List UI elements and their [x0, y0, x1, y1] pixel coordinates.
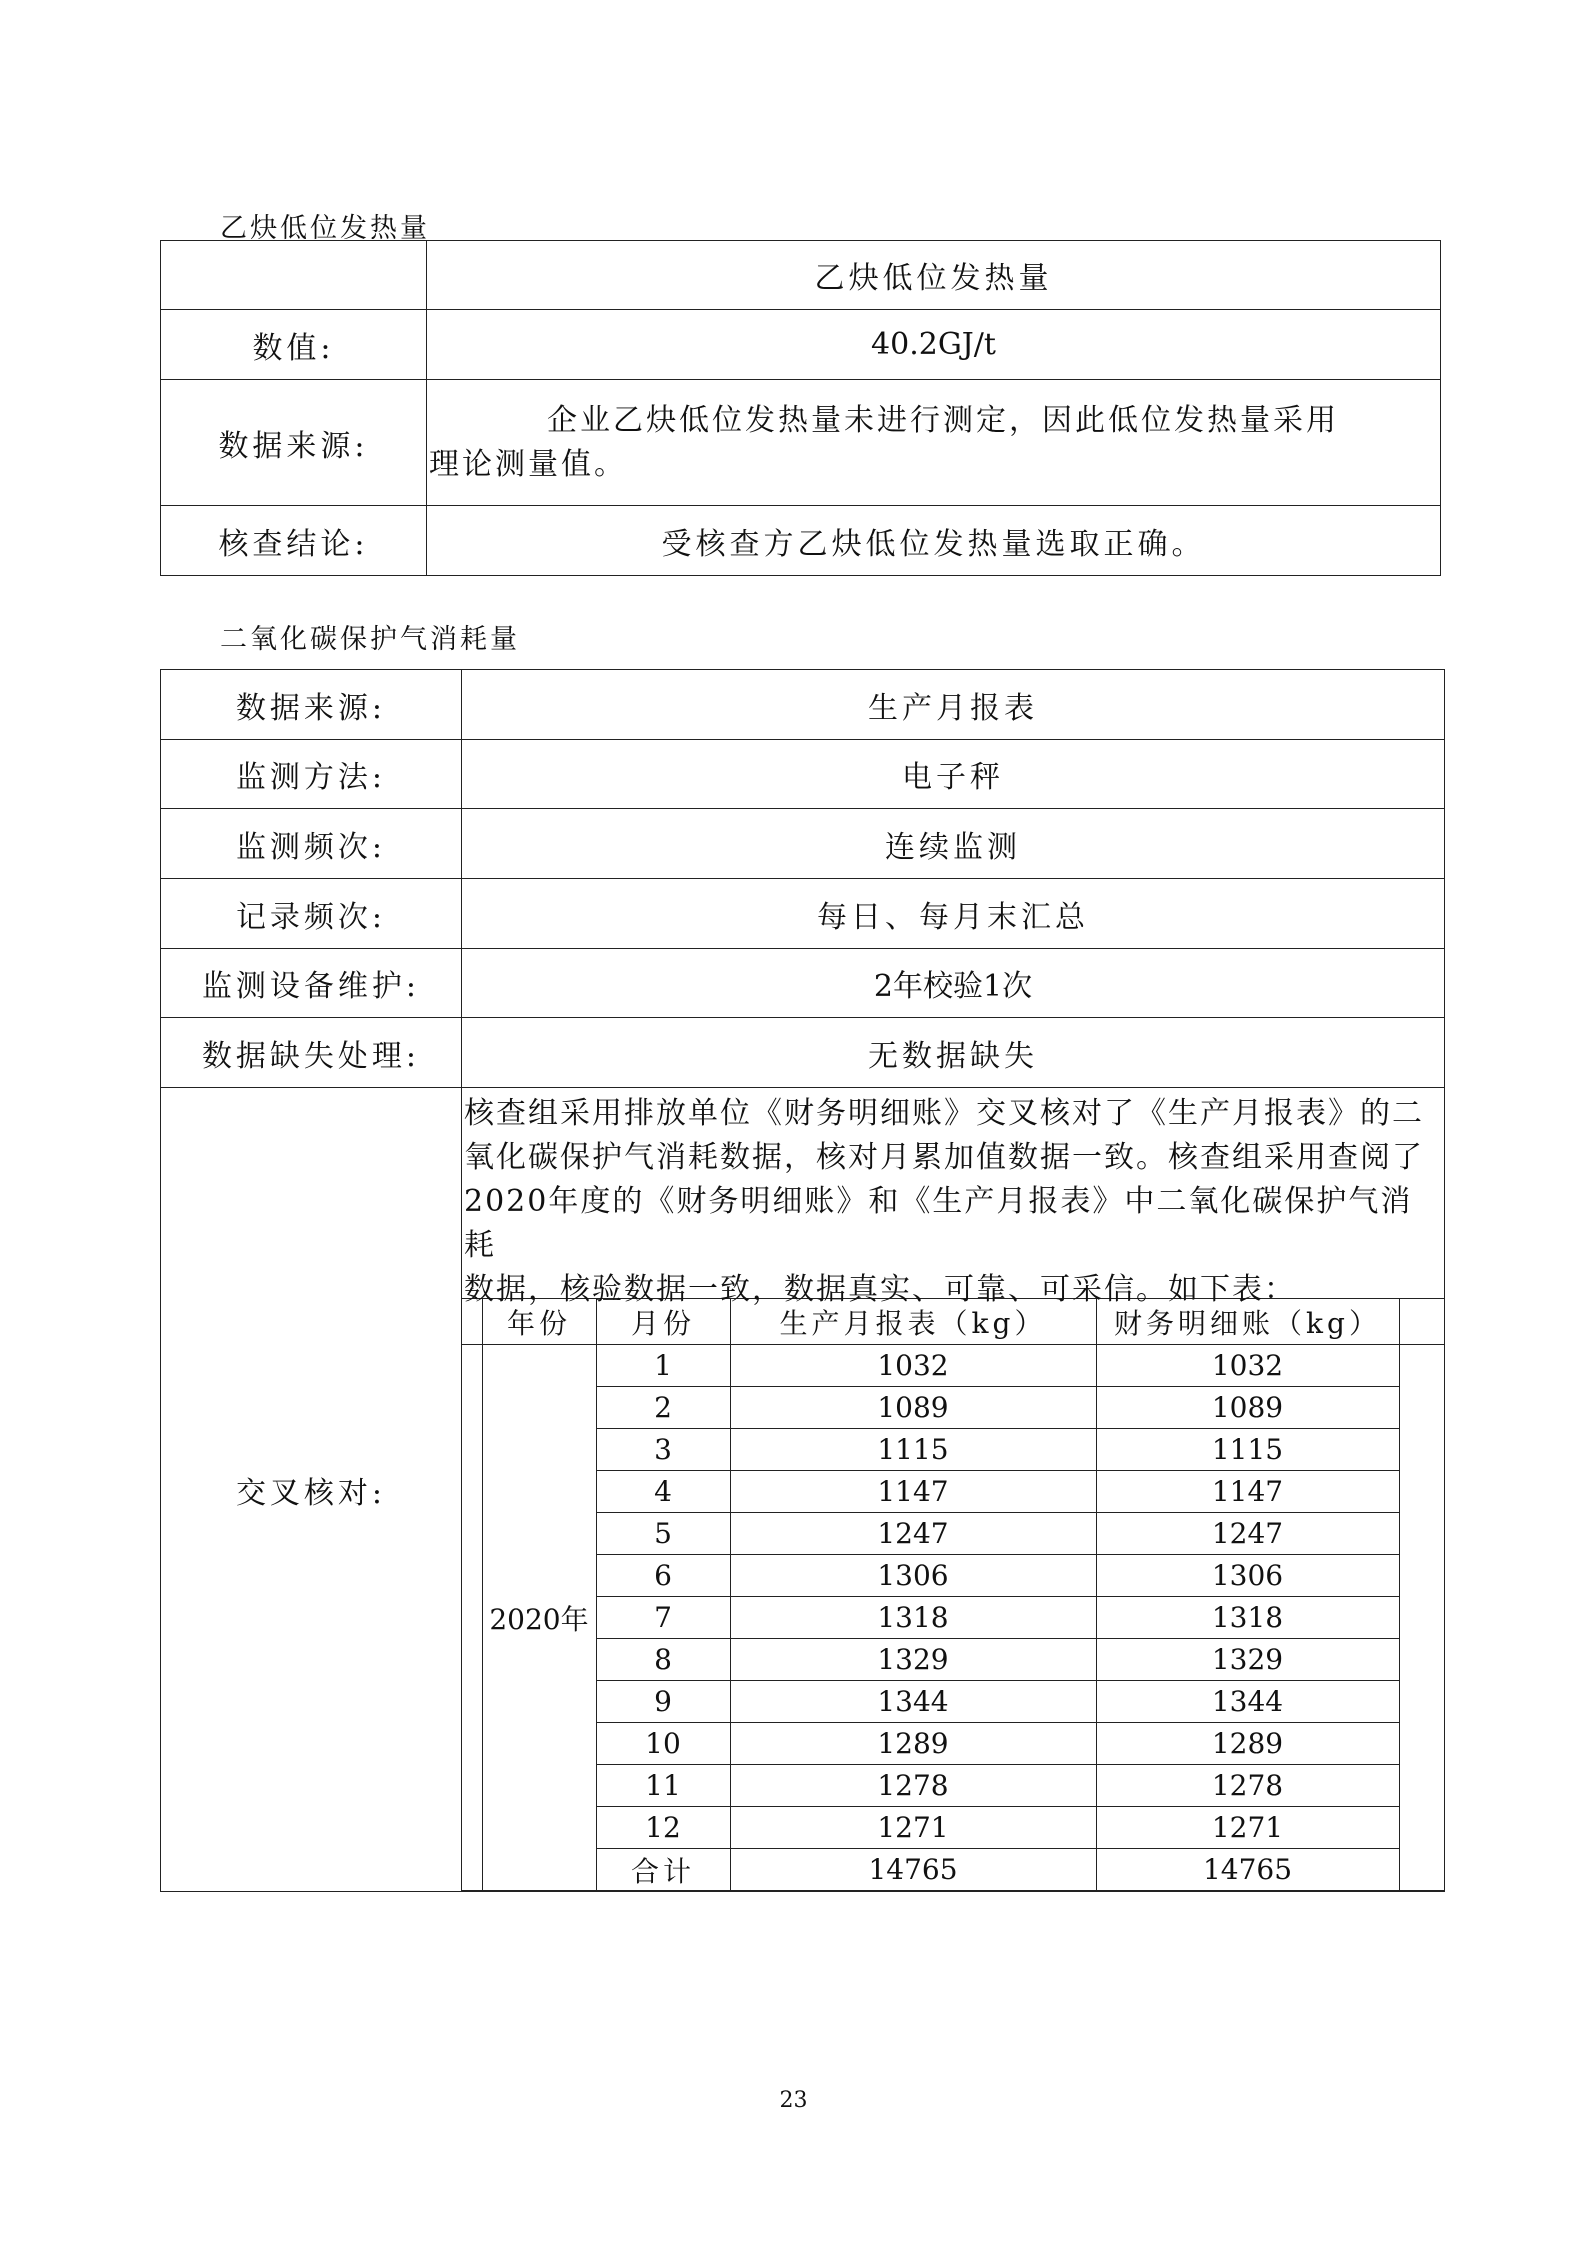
report-cell: 1278 [730, 1765, 1096, 1807]
report-cell: 1147 [730, 1471, 1096, 1513]
lhv-value: 40.2GJ/t [427, 310, 1441, 380]
row-label: 数值: [161, 310, 427, 380]
table-row [161, 1018, 1445, 1088]
ledger-cell: 1032 [1096, 1345, 1399, 1387]
total-ledger: 14765 [1096, 1849, 1399, 1891]
paragraph-line: 2020年度的《财务明细账》和《生产月报表》中二氧化碳保护气消耗 [464, 1184, 1413, 1263]
row-label: 核查结论: [161, 506, 427, 576]
total-row [462, 1849, 1445, 1891]
row-value: 连续监测 [462, 809, 1445, 879]
table-row [462, 1597, 1445, 1639]
ledger-cell: 1089 [1096, 1387, 1399, 1429]
paragraph-line: 数据，核验数据一致，数据真实、可靠、可采信。如下表： [464, 1272, 1296, 1307]
table-row [161, 740, 1445, 809]
header-year: 年份 [482, 1299, 596, 1345]
month-cell: 7 [596, 1597, 730, 1639]
month-cell: 8 [596, 1639, 730, 1681]
table-row [462, 1513, 1445, 1555]
data-source-line: 理论测量值。 [429, 446, 627, 482]
table-row [161, 670, 1445, 740]
month-cell: 9 [596, 1681, 730, 1723]
table-row [462, 1681, 1445, 1723]
month-cell: 5 [596, 1513, 730, 1555]
row-value: 2年校验1次 [462, 949, 1445, 1018]
table-row [161, 241, 1441, 310]
conclusion-value: 受核查方乙炔低位发热量选取正确。 [427, 506, 1441, 576]
row-value: 每日、每月末汇总 [462, 879, 1445, 949]
month-cell: 2 [596, 1387, 730, 1429]
ledger-cell: 1147 [1096, 1471, 1399, 1513]
table-row [161, 310, 1441, 380]
table-row [161, 1088, 1445, 1892]
ledger-cell: 1115 [1096, 1429, 1399, 1471]
ledger-cell: 1329 [1096, 1639, 1399, 1681]
ledger-cell: 1318 [1096, 1597, 1399, 1639]
table-row [462, 1387, 1445, 1429]
month-cell: 4 [596, 1471, 730, 1513]
row-value: 生产月报表 [462, 670, 1445, 740]
report-cell: 1289 [730, 1723, 1096, 1765]
ledger-cell: 1306 [1096, 1555, 1399, 1597]
month-cell: 12 [596, 1807, 730, 1849]
year-cell: 2020年 [482, 1345, 596, 1891]
table-row [462, 1471, 1445, 1513]
paragraph-line: 氧化碳保护气消耗数据，核对月累加值数据一致。核查组采用查阅了 [464, 1140, 1424, 1175]
ledger-cell: 1344 [1096, 1681, 1399, 1723]
total-report: 14765 [730, 1849, 1096, 1891]
ledger-cell: 1271 [1096, 1807, 1399, 1849]
data-source-line: 企业乙炔低位发热量未进行测定，因此低位发热量采用 [547, 402, 1339, 438]
month-cell: 6 [596, 1555, 730, 1597]
row-label: 交叉核对: [161, 1088, 462, 1892]
table-margin-cell [462, 1345, 482, 1891]
table-row [462, 1429, 1445, 1471]
table-margin-cell [1399, 1345, 1445, 1891]
row-label: 记录频次: [161, 879, 462, 949]
row-value: 无数据缺失 [462, 1018, 1445, 1088]
table-row [462, 1345, 1445, 1387]
cross-check-cell [462, 1088, 1445, 1892]
row-label: 监测方法: [161, 740, 462, 809]
row-value: 电子秤 [462, 740, 1445, 809]
month-cell: 11 [596, 1765, 730, 1807]
table-row [161, 879, 1445, 949]
table-row [462, 1639, 1445, 1681]
table-row [161, 380, 1441, 506]
table-row [161, 949, 1445, 1018]
data-source-text [427, 380, 1441, 506]
report-cell: 1318 [730, 1597, 1096, 1639]
row-label: 数据来源: [161, 380, 427, 506]
row-label: 数据来源: [161, 670, 462, 740]
report-cell: 1247 [730, 1513, 1096, 1555]
header-ledger: 财务明细账（kg） [1096, 1299, 1399, 1345]
table-row [462, 1807, 1445, 1849]
month-cell: 3 [596, 1429, 730, 1471]
report-cell: 1306 [730, 1555, 1096, 1597]
section1-caption: 乙炔低位发热量 [220, 213, 430, 244]
report-cell: 1089 [730, 1387, 1096, 1429]
report-cell: 1329 [730, 1639, 1096, 1681]
table-margin-cell [1399, 1299, 1445, 1345]
paragraph-line: 核查组采用排放单位《财务明细账》交叉核对了《生产月报表》的二 [464, 1096, 1424, 1131]
table-row [161, 506, 1441, 576]
ledger-cell: 1247 [1096, 1513, 1399, 1555]
page-number: 23 [779, 2088, 808, 2113]
table-row [161, 809, 1445, 879]
month-cell: 1 [596, 1345, 730, 1387]
table-row [462, 1723, 1445, 1765]
co2-table [160, 669, 1445, 1892]
report-cell: 1115 [730, 1429, 1096, 1471]
row-label: 数据缺失处理: [161, 1018, 462, 1088]
table-row [462, 1765, 1445, 1807]
empty-cell [161, 241, 427, 310]
lhv-table [160, 240, 1441, 576]
lhv-header: 乙炔低位发热量 [427, 241, 1441, 310]
row-label: 监测频次: [161, 809, 462, 879]
monthly-table [462, 1298, 1445, 1891]
table-row [462, 1555, 1445, 1597]
report-cell: 1271 [730, 1807, 1096, 1849]
cross-check-paragraph [462, 1088, 1444, 1307]
report-cell: 1032 [730, 1345, 1096, 1387]
report-cell: 1344 [730, 1681, 1096, 1723]
row-label: 监测设备维护: [161, 949, 462, 1018]
total-label: 合计 [596, 1849, 730, 1891]
ledger-cell: 1278 [1096, 1765, 1399, 1807]
header-month: 月份 [596, 1299, 730, 1345]
month-cell: 10 [596, 1723, 730, 1765]
ledger-cell: 1289 [1096, 1723, 1399, 1765]
header-report: 生产月报表（kg） [730, 1299, 1096, 1345]
section2-caption: 二氧化碳保护气消耗量 [220, 624, 520, 655]
